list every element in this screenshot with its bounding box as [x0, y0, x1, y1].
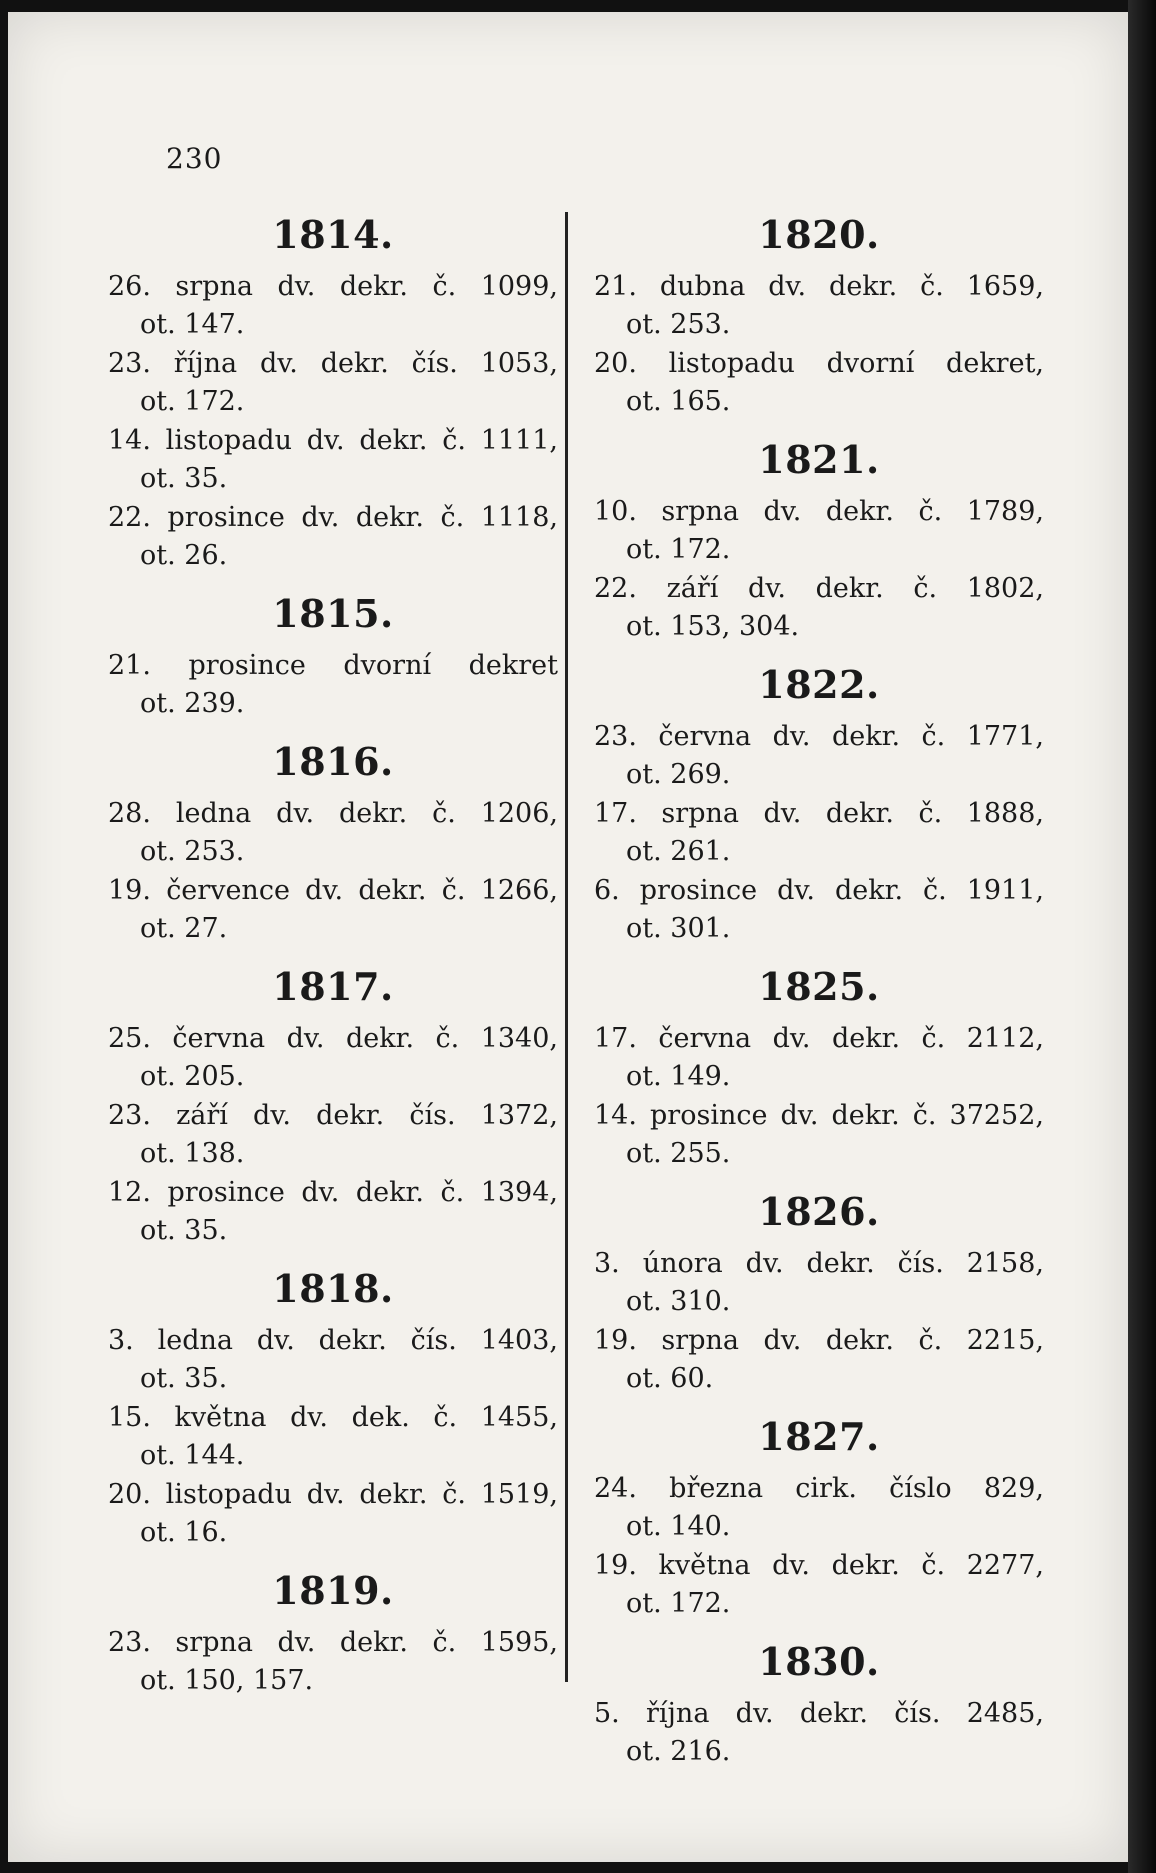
decree-line: 17. června dv. dekr. č. 2112, [594, 1023, 1044, 1054]
decree-entry [594, 1097, 1044, 1173]
page-reference: ot. 147. [140, 309, 245, 340]
decree-entry [108, 1399, 558, 1475]
year-heading: 1830. [758, 1639, 880, 1684]
decree-line: 19. srpna dv. dekr. č. 2215, [594, 1325, 1044, 1356]
decree-line: 3. ledna dv. dekr. čís. 1403, [108, 1325, 558, 1356]
year-heading: 1821. [758, 437, 880, 482]
year-heading: 1816. [272, 739, 394, 784]
year-heading: 1822. [758, 662, 880, 707]
decree-entry [594, 493, 1044, 569]
decree-line: 17. srpna dv. dekr. č. 1888, [594, 798, 1044, 829]
decree-line: 25. června dv. dekr. č. 1340, [108, 1023, 558, 1054]
decree-line: 23. června dv. dekr. č. 1771, [594, 721, 1044, 752]
decree-entry [108, 345, 558, 421]
page-reference: ot. 153, 304. [626, 611, 800, 642]
page-reference: ot. 269. [626, 759, 731, 790]
decree-entry [594, 718, 1044, 794]
page-reference: ot. 310. [626, 1286, 731, 1317]
decree-entry [108, 647, 558, 723]
page-reference: ot. 255. [626, 1138, 731, 1169]
year-heading: 1819. [272, 1568, 394, 1613]
decree-line: 20. listopadu dvorní dekret, [594, 348, 1044, 379]
decree-entry [594, 872, 1044, 948]
decree-entry [594, 795, 1044, 871]
decree-line: 3. února dv. dekr. čís. 2158, [594, 1248, 1044, 1279]
page-reference: ot. 172. [626, 534, 731, 565]
page-reference: ot. 138. [140, 1138, 245, 1169]
year-heading: 1825. [758, 964, 880, 1009]
decree-entry [594, 1245, 1044, 1321]
decree-entry [594, 1470, 1044, 1546]
scan-edge [1128, 0, 1156, 1873]
decree-entry [108, 1097, 558, 1173]
book-page [8, 12, 1128, 1862]
page-reference: ot. 301. [626, 913, 731, 944]
page-reference: ot. 205. [140, 1061, 245, 1092]
decree-line: 20. listopadu dv. dekr. č. 1519, [108, 1479, 558, 1510]
decree-entry [594, 1322, 1044, 1398]
decree-line: 5. října dv. dekr. čís. 2485, [594, 1698, 1044, 1729]
decree-line: 12. prosince dv. dekr. č. 1394, [108, 1177, 558, 1208]
decree-entry [594, 345, 1044, 421]
decree-entry [108, 1624, 558, 1700]
decree-line: 23. října dv. dekr. čís. 1053, [108, 348, 558, 379]
page-reference: ot. 165. [626, 386, 731, 417]
decree-entry [108, 872, 558, 948]
page-reference: ot. 150, 157. [140, 1665, 314, 1696]
decree-line: 19. července dv. dekr. č. 1266, [108, 875, 558, 906]
decree-entry [108, 1020, 558, 1096]
decree-line: 15. května dv. dek. č. 1455, [108, 1402, 558, 1433]
column-divider [565, 212, 568, 1682]
decree-entry [108, 1174, 558, 1250]
decree-line: 6. prosince dv. dekr. č. 1911, [594, 875, 1044, 906]
page-reference: ot. 261. [626, 836, 731, 867]
year-heading: 1815. [272, 591, 394, 636]
page-reference: ot. 239. [140, 688, 245, 719]
page-reference: ot. 172. [140, 386, 245, 417]
page-reference: ot. 149. [626, 1061, 731, 1092]
page-reference: ot. 16. [140, 1517, 228, 1548]
decree-line: 22. září dv. dekr. č. 1802, [594, 573, 1044, 604]
decree-line: 28. ledna dv. dekr. č. 1206, [108, 798, 558, 829]
page-reference: ot. 35. [140, 1215, 228, 1246]
decree-line: 26. srpna dv. dekr. č. 1099, [108, 271, 558, 302]
year-heading: 1827. [758, 1414, 880, 1459]
page-reference: ot. 35. [140, 463, 228, 494]
decree-line: 23. srpna dv. dekr. č. 1595, [108, 1627, 558, 1658]
decree-entry [594, 1695, 1044, 1771]
page-reference: ot. 60. [626, 1363, 714, 1394]
page-reference: ot. 35. [140, 1363, 228, 1394]
decree-entry [108, 499, 558, 575]
decree-line: 14. listopadu dv. dekr. č. 1111, [108, 425, 558, 456]
decree-line: 24. března cirk. číslo 829, [594, 1473, 1044, 1504]
page-reference: ot. 26. [140, 540, 228, 571]
left-column [108, 212, 558, 1701]
decree-entry [594, 570, 1044, 646]
year-heading: 1820. [758, 212, 880, 257]
page-reference: ot. 253. [140, 836, 245, 867]
decree-entry [108, 422, 558, 498]
page-number: 230 [166, 142, 223, 175]
decree-entry [108, 1322, 558, 1398]
page-reference: ot. 140. [626, 1511, 731, 1542]
page-reference: ot. 216. [626, 1736, 731, 1767]
decree-line: 14. prosince dv. dekr. č. 37252, [594, 1100, 1044, 1131]
page-reference: ot. 253. [626, 309, 731, 340]
year-heading: 1826. [758, 1189, 880, 1234]
year-heading: 1814. [272, 212, 394, 257]
right-column [594, 212, 1044, 1772]
page-reference: ot. 172. [626, 1588, 731, 1619]
decree-entry [594, 268, 1044, 344]
decree-line: 21. prosince dvorní dekret [108, 650, 558, 681]
decree-line: 10. srpna dv. dekr. č. 1789, [594, 496, 1044, 527]
decree-line: 23. září dv. dekr. čís. 1372, [108, 1100, 558, 1131]
decree-entry [594, 1020, 1044, 1096]
year-heading: 1818. [272, 1266, 394, 1311]
decree-entry [108, 1476, 558, 1552]
page-reference: ot. 144. [140, 1440, 245, 1471]
decree-line: 21. dubna dv. dekr. č. 1659, [594, 271, 1044, 302]
decree-entry [594, 1547, 1044, 1623]
decree-entry [108, 268, 558, 344]
page-reference: ot. 27. [140, 913, 228, 944]
decree-line: 19. května dv. dekr. č. 2277, [594, 1550, 1044, 1581]
decree-entry [108, 795, 558, 871]
decree-line: 22. prosince dv. dekr. č. 1118, [108, 502, 558, 533]
year-heading: 1817. [272, 964, 394, 1009]
